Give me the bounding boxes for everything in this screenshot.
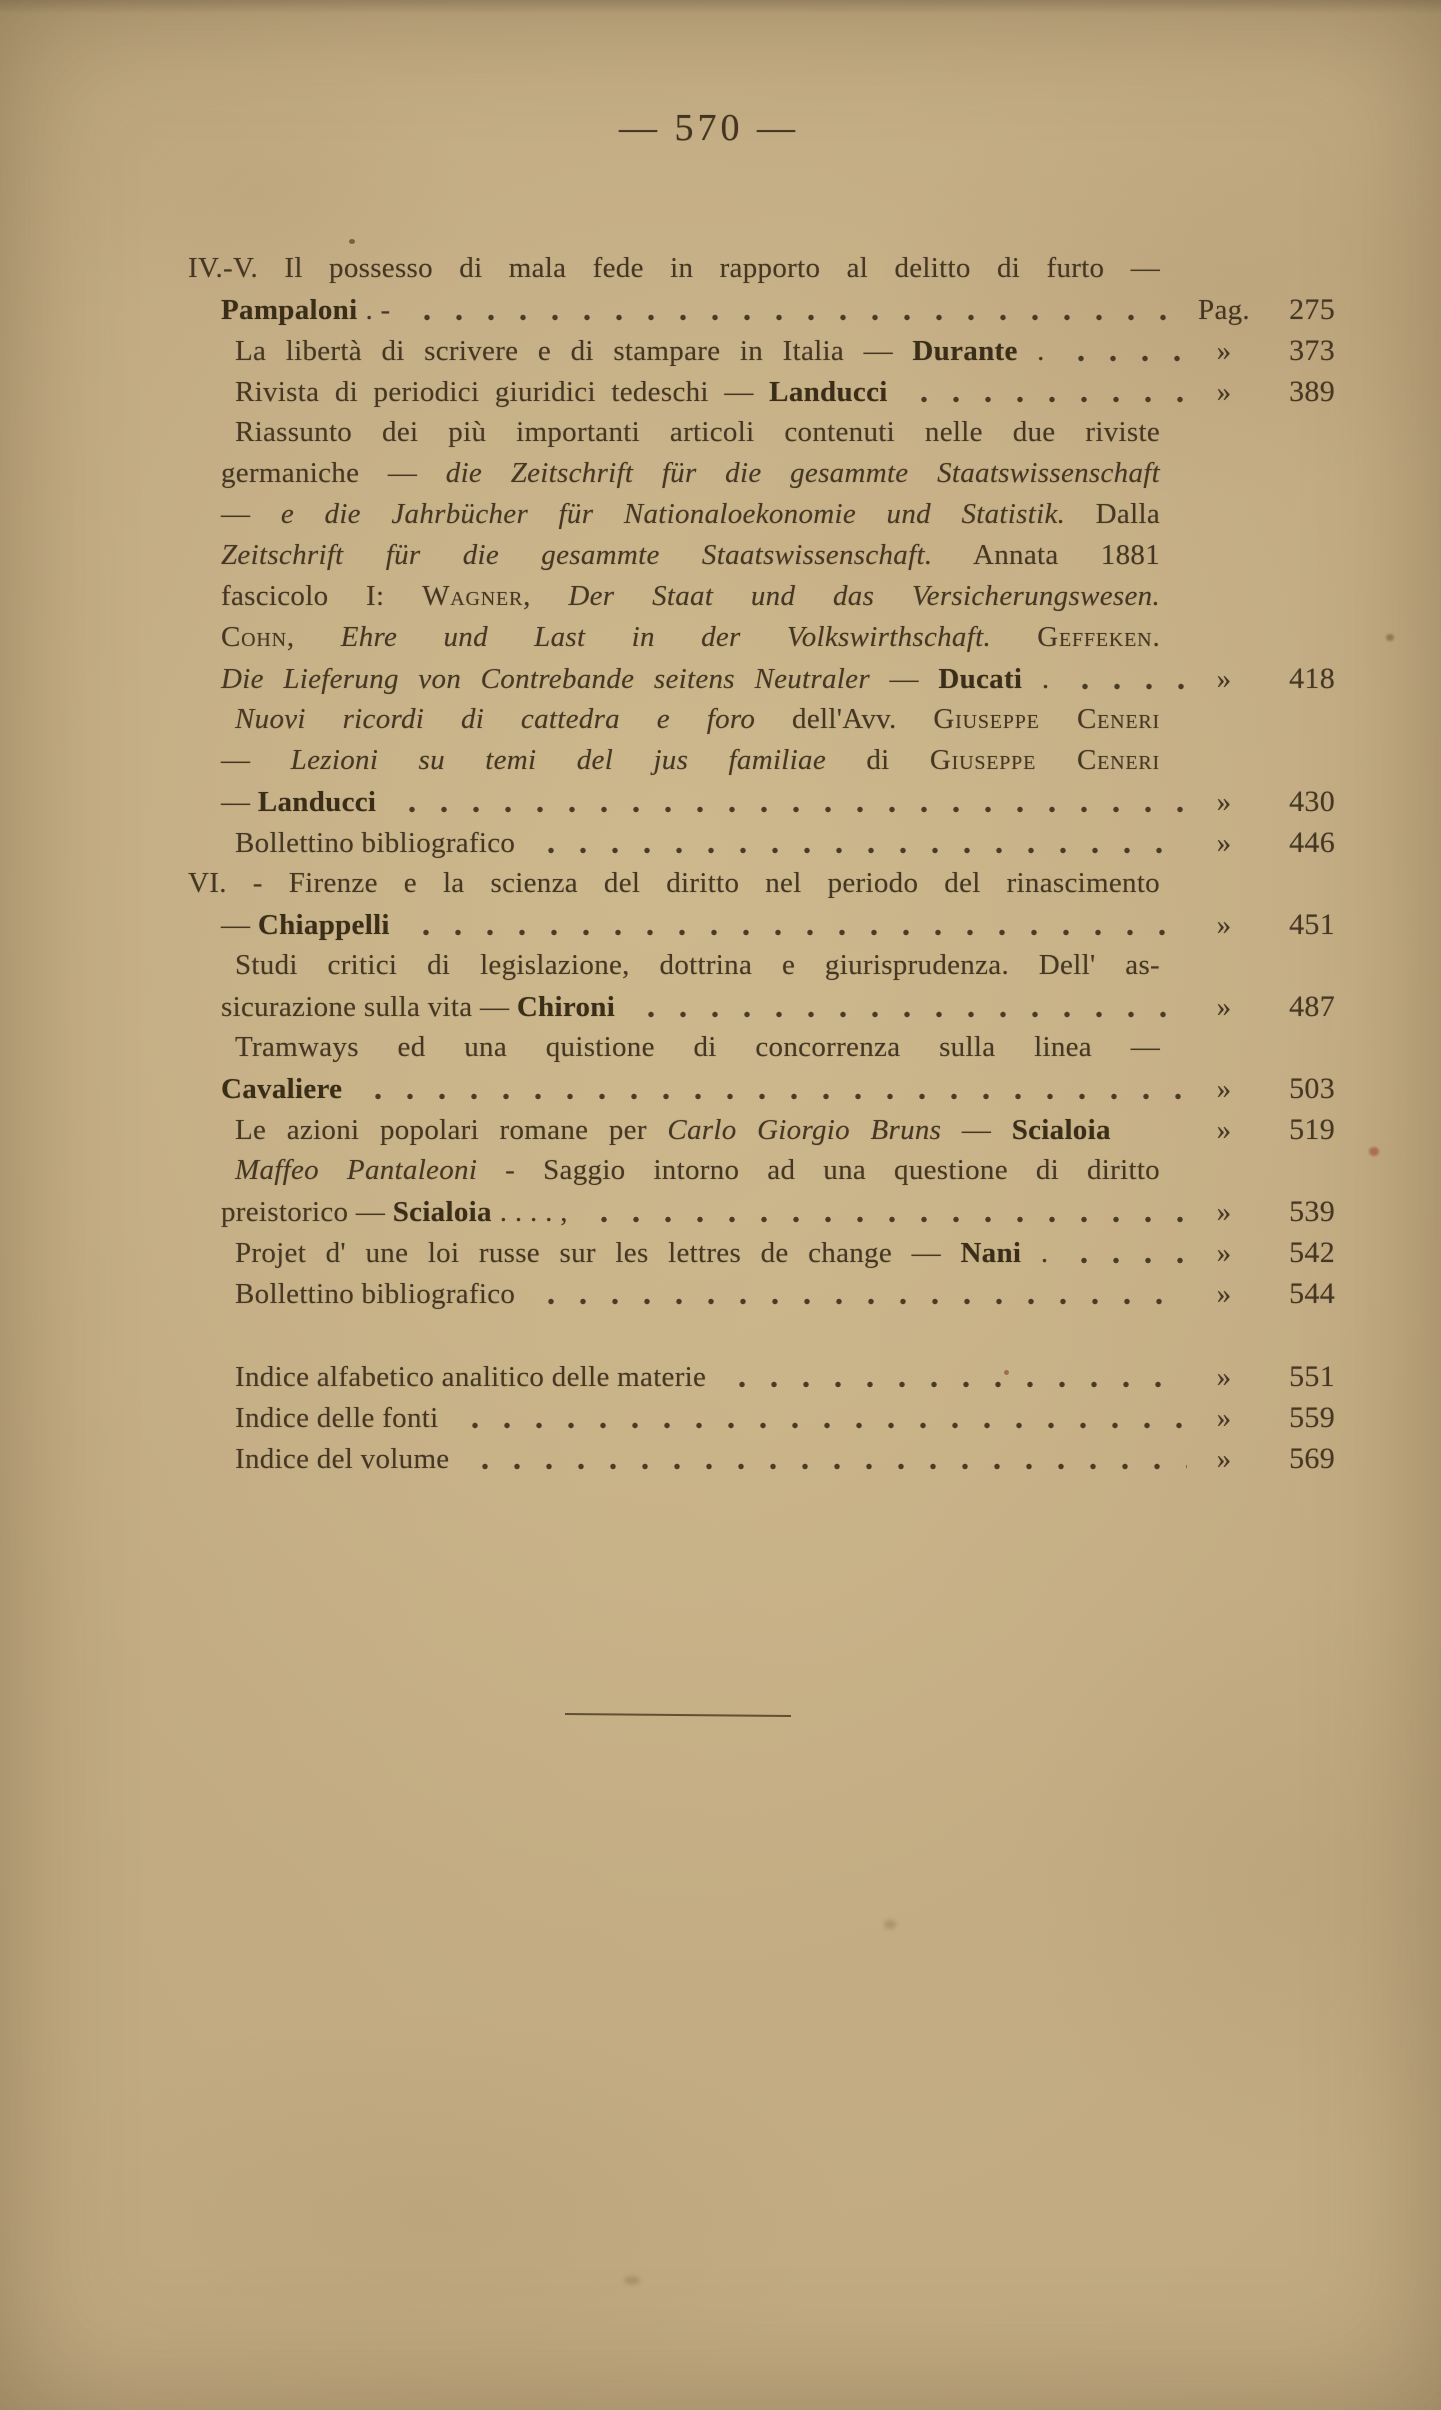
page-number: 551 — [1289, 1360, 1335, 1393]
page-number: 542 — [1289, 1236, 1335, 1269]
text-segment: Landucci — [769, 376, 888, 408]
text-segment: — — [221, 744, 291, 776]
text-segment: Rivista di periodici giuridici tedeschi — — [235, 376, 770, 408]
toc-line — [188, 535, 1335, 576]
page-number: 539 — [1289, 1195, 1335, 1228]
toc-entry-text — [235, 1274, 515, 1315]
toc-line — [188, 1027, 1335, 1068]
text-segment: Indice delle fonti — [235, 1402, 439, 1434]
text-segment: Landucci — [257, 786, 377, 818]
text-segment: — — [221, 498, 281, 530]
text-segment: Giuseppe Ceneri — [929, 744, 1161, 776]
ref-mark: » — [1216, 1443, 1232, 1475]
page-number: 430 — [1289, 785, 1335, 818]
toc-entry-text — [235, 1439, 449, 1480]
toc-line — [188, 576, 1335, 617]
text-segment: Nuovi ricordi di cattedra e foro — [235, 703, 756, 735]
leader-dots — [525, 1273, 1187, 1314]
leader-dots — [1059, 658, 1187, 699]
text-segment: Chironi — [516, 991, 616, 1023]
text-segment: Cavaliere — [221, 1073, 343, 1105]
text-segment: fascicolo I: — [221, 580, 423, 612]
toc-entry-text — [188, 248, 1160, 289]
ref-mark: Pag. — [1198, 294, 1250, 326]
text-segment: . — [1021, 1237, 1049, 1269]
toc-entry-text — [188, 863, 1160, 904]
text-segment: Indice del volume — [235, 1443, 450, 1475]
ref-mark: » — [1216, 376, 1232, 408]
toc-line — [188, 658, 1335, 699]
toc-line — [188, 1150, 1335, 1191]
page-number: 373 — [1289, 334, 1335, 367]
text-segment: Nani — [960, 1237, 1022, 1269]
toc-line — [188, 1356, 1335, 1397]
toc-entry-text — [235, 1233, 1048, 1274]
ref-mark: » — [1216, 1114, 1232, 1146]
text-segment: Lezioni su temi del jus familiae — [290, 744, 826, 776]
text-segment: dell'Avv. — [755, 703, 934, 735]
text-segment: Tramways ed una quistione di concorrenza sulla linea — — [235, 1031, 1160, 1063]
text-segment: sicurazione sulla vita — — [221, 991, 517, 1023]
toc-line — [188, 699, 1335, 740]
text-segment: Geffeken — [1037, 621, 1153, 653]
text-segment: Chiappelli — [257, 909, 390, 941]
toc-entry-text — [221, 617, 1160, 658]
toc-line — [188, 494, 1335, 535]
toc-line — [188, 330, 1335, 371]
text-segment: Scialoia — [392, 1196, 492, 1228]
toc-entry-text — [221, 782, 376, 823]
leader-dots — [1058, 1232, 1187, 1273]
text-segment: La libertà di scrivere e di stampare in Italia — — [235, 335, 913, 367]
toc-line — [188, 1438, 1335, 1479]
text-segment: die Zeitschrift für die gesammte Staatswissenschaft — [445, 457, 1160, 489]
leader-dots — [898, 371, 1187, 412]
toc-entry-text — [221, 659, 1049, 700]
text-segment: , — [286, 621, 341, 653]
toc-entry-text — [221, 740, 1160, 781]
page-number: 503 — [1289, 1072, 1335, 1105]
toc-entry-text — [221, 1069, 342, 1110]
text-segment: — — [221, 786, 258, 818]
ref-mark: » — [1216, 1196, 1232, 1228]
text-segment: preistorico — — [221, 1196, 393, 1228]
text-segment: Carlo Giorgio Bruns — [667, 1114, 942, 1146]
text-segment: Projet d' une loi russe sur les lettres de change — — [235, 1237, 961, 1269]
toc-line — [188, 371, 1335, 412]
text-segment: Bollettino bibliografico — [235, 827, 516, 859]
ref-mark: » — [1216, 335, 1232, 367]
page-number: 451 — [1289, 908, 1335, 941]
text-segment: Ducati — [938, 663, 1023, 695]
toc-line — [188, 1397, 1335, 1438]
toc-line — [188, 1273, 1335, 1314]
leader-dots — [578, 1191, 1187, 1232]
toc-entry-text — [235, 945, 1160, 986]
text-segment: Bollettino bibliografico — [235, 1278, 516, 1310]
toc-entry-text — [221, 1192, 492, 1233]
ref-mark: » — [1216, 909, 1232, 941]
toc-list — [188, 248, 1335, 1479]
leader-dots — [400, 904, 1187, 945]
text-segment: VI. - Firenze e la scienza del diritto nel periodo del rinascimento — [188, 867, 1160, 899]
text-segment: — — [941, 1114, 1012, 1146]
toc-entry-text — [221, 535, 1160, 576]
ref-mark: » — [1216, 663, 1232, 695]
text-segment: Durante — [912, 335, 1018, 367]
text-segment: - Saggio intorno ad una questione di diritto — [477, 1154, 1160, 1186]
text-segment: e die Jahrbücher für Nationaloekonomie und Statistik. — [280, 498, 1066, 530]
leader-dots — [386, 781, 1187, 822]
toc-entry-text — [235, 699, 1160, 740]
page-number: 275 — [1289, 293, 1335, 326]
leader-dots — [401, 289, 1187, 330]
text-segment: Annata 1881 — [932, 539, 1160, 571]
toc-entry-text — [235, 1398, 439, 1439]
leader-dots — [525, 822, 1187, 863]
text-segment: Pampaloni — [221, 294, 358, 326]
leader-dots — [459, 1438, 1187, 1479]
text-segment: . — [1022, 663, 1050, 695]
text-segment: Zeitschrift für die gesammte Staatswissenschaft. — [221, 539, 933, 571]
text-segment: Der Staat und das Versicherungswesen. — [568, 580, 1160, 612]
toc-line — [188, 945, 1335, 986]
page-number: 559 — [1289, 1401, 1335, 1434]
toc-line — [188, 617, 1335, 658]
toc-entry-text — [221, 453, 1160, 494]
toc-line — [188, 289, 1335, 330]
ref-mark: » — [1216, 991, 1232, 1023]
page-number: 569 — [1289, 1442, 1335, 1475]
text-segment: — — [221, 909, 258, 941]
toc-line — [188, 1109, 1335, 1150]
toc-line — [188, 248, 1335, 289]
text-segment: Indice alfabetico analitico delle materie — [235, 1361, 707, 1393]
toc-line — [188, 863, 1335, 904]
text-segment: . — [1152, 621, 1160, 653]
toc-line — [188, 822, 1335, 863]
toc-entry-text — [221, 987, 615, 1028]
toc-entry-text — [235, 1027, 1160, 1068]
text-segment: — — [869, 663, 939, 695]
toc-entry-text — [221, 905, 390, 946]
ref-mark: » — [1216, 1073, 1232, 1105]
leader-dots — [716, 1356, 1187, 1397]
text-segment: Studi critici di legislazione, dottrina e giurisprudenza. Dell' as- — [235, 949, 1160, 981]
leader-dots — [449, 1397, 1188, 1438]
ref-mark: » — [1216, 1278, 1232, 1310]
toc-entry-text — [235, 1110, 1111, 1151]
toc-entry-text — [235, 1357, 706, 1398]
toc-line — [188, 453, 1335, 494]
text-segment: Scialoia — [1011, 1114, 1111, 1146]
page-number-heading: — 570 — — [619, 107, 799, 149]
page-number: 418 — [1289, 662, 1335, 695]
section-divider-rule — [565, 1713, 791, 1717]
leader-prefix: . - — [365, 294, 391, 326]
toc-entry-text — [235, 823, 515, 864]
toc-entry-text — [235, 331, 1045, 372]
leader-dots — [1055, 330, 1187, 371]
text-segment: IV.-V. Il possesso di mala fede in rapporto al delitto di furto — — [188, 252, 1160, 284]
toc-line — [188, 412, 1335, 453]
toc-line — [188, 986, 1335, 1027]
ref-mark: » — [1216, 1361, 1232, 1393]
text-segment: Maffeo Pantaleoni — [235, 1154, 478, 1186]
toc-entry-text — [235, 1150, 1160, 1191]
text-segment: Ehre und Last in der Volkswirthschaft. — [340, 621, 991, 653]
text-segment: Giuseppe Ceneri — [933, 703, 1160, 735]
page-number: 446 — [1289, 826, 1335, 859]
text-segment: germaniche — — [221, 457, 446, 489]
toc-entry-text — [221, 494, 1160, 535]
page-number: 519 — [1289, 1113, 1335, 1146]
toc-line — [188, 1232, 1335, 1273]
text-segment: Cohn — [221, 621, 287, 653]
text-segment: Wagner — [422, 580, 524, 612]
page-number: 544 — [1289, 1277, 1335, 1310]
ref-mark: » — [1216, 1402, 1232, 1434]
toc-entry-text — [221, 290, 357, 331]
toc-line — [188, 740, 1335, 781]
text-segment — [991, 621, 1037, 653]
leader-dots — [352, 1068, 1187, 1109]
leader-prefix: . . . . , — [499, 1196, 568, 1228]
ref-mark: » — [1216, 786, 1232, 818]
toc-entry-text — [221, 576, 1160, 617]
text-segment: Dalla — [1065, 498, 1160, 530]
text-segment: Riassunto dei più importanti articoli contenuti nelle due riviste — [235, 416, 1160, 448]
toc-line — [188, 1068, 1335, 1109]
text-segment: di — [826, 744, 930, 776]
toc-entry-text — [235, 412, 1160, 453]
ref-mark: » — [1216, 1237, 1232, 1269]
toc-entry-text — [235, 372, 888, 413]
text-segment: Die Lieferung von Contrebande seitens Neutraler — [221, 663, 870, 695]
leader-dots — [625, 986, 1187, 1027]
ref-mark: » — [1216, 827, 1232, 859]
text-segment: . — [1017, 335, 1045, 367]
text-segment: , — [523, 580, 569, 612]
toc-line — [188, 781, 1335, 822]
toc-line — [188, 1191, 1335, 1232]
page-number: 487 — [1289, 990, 1335, 1023]
toc-line — [188, 904, 1335, 945]
page-number: 389 — [1289, 375, 1335, 408]
text-segment: Le azioni popolari romane per — [235, 1114, 668, 1146]
